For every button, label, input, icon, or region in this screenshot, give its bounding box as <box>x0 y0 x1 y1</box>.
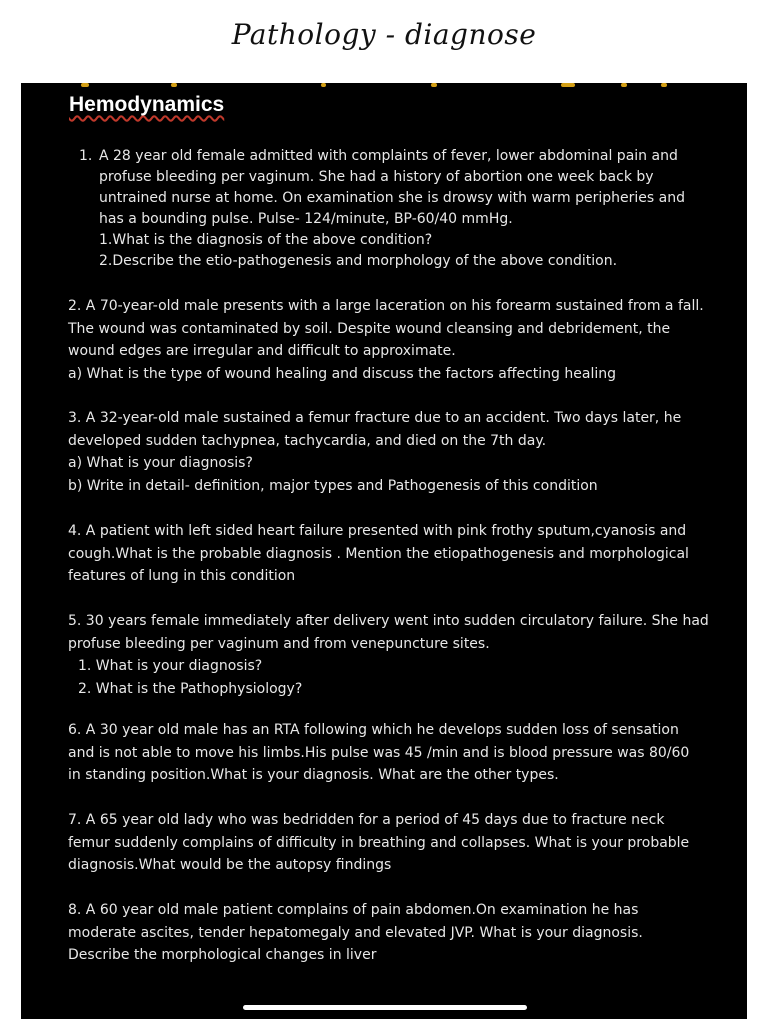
question-4 <box>68 520 708 588</box>
question-line: untrained nurse at home. On examination she is drowsy with warm peripheries and <box>99 190 685 206</box>
sub-question: 1. What is your diagnosis? <box>78 658 263 674</box>
sub-question: 1.What is the diagnosis of the above condition? <box>99 232 433 248</box>
question-line: diagnosis.What would be the autopsy findings <box>68 857 392 873</box>
question-7 <box>68 809 708 877</box>
question-line: 2. A 70-year-old male presents with a large laceration on his forearm sustained from a fall. <box>68 298 704 314</box>
question-line: profuse bleeding per vaginum. She had a history of abortion one week back by <box>99 169 654 185</box>
question-line: Describe the morphological changes in liver <box>68 947 377 963</box>
cropped-mark <box>81 83 89 87</box>
question-line: The wound was contaminated by soil. Despite wound cleansing and debridement, the <box>68 320 671 337</box>
document-panel <box>21 83 747 1019</box>
home-indicator-bar[interactable] <box>243 1005 527 1010</box>
question-2 <box>68 295 708 385</box>
question-line: A 28 year old female admitted with complaints of fever, lower abdominal pain and <box>99 148 678 164</box>
cropped-mark <box>431 83 437 87</box>
question-line: wound edges are irregular and difficult to approximate. <box>68 343 456 359</box>
sub-question: 2.Describe the etio-pathogenesis and morphology of the above condition. <box>99 253 618 269</box>
question-line: 4. A patient with left sided heart failure presented with pink frothy sputum,cyanosis and <box>68 523 687 539</box>
sub-question: b) Write in detail- definition, major types and Pathogenesis of this condition <box>68 477 598 494</box>
question-line: in standing position.What is your diagnosis. What are the other types. <box>68 767 559 783</box>
sub-question: 2. What is the Pathophysiology? <box>78 680 303 697</box>
cropped-mark <box>171 83 177 87</box>
handwritten-title: Pathology - diagnose <box>231 18 537 51</box>
question-5 <box>68 610 708 700</box>
question-line: 5. 30 years female immediately after delivery went into sudden circulatory failure. She had <box>68 613 709 629</box>
question-line: moderate ascites, tender hepatomegaly and elevated JVP. What is your diagnosis. <box>68 924 643 941</box>
sub-question: a) What is your diagnosis? <box>68 455 253 471</box>
question-6 <box>68 719 708 787</box>
question-line: has a bounding pulse. Pulse- 124/minute, BP-60/40 mmHg. <box>99 211 513 227</box>
cropped-mark <box>661 83 667 87</box>
question-line: 8. A 60 year old male patient complains of pain abdomen.On examination he has <box>68 902 639 918</box>
question-line: 3. A 32-year-old male sustained a femur fracture due to an accident. Two days later, he <box>68 410 682 426</box>
question-line: 7. A 65 year old lady who was bedridden for a period of 45 days due to fracture neck <box>68 812 665 828</box>
question-line: developed sudden tachypnea, tachycardia, and died on the 7th day. <box>68 432 547 449</box>
cropped-mark <box>621 83 627 87</box>
question-line: and is not able to move his limbs.His pulse was 45 /min and is blood pressure was 80/60 <box>68 744 690 761</box>
question-8 <box>68 899 708 967</box>
question-number: 1. <box>79 148 93 164</box>
question-line: cough.What is the probable diagnosis . Mention the etiopathogenesis and morphological <box>68 545 689 562</box>
question-line: femur suddenly complains of difficulty in breathing and collapses. What is your probable <box>68 834 690 851</box>
question-line: features of lung in this condition <box>68 568 296 584</box>
cropped-mark <box>321 83 326 87</box>
question-1 <box>79 146 719 272</box>
sub-question: a) What is the type of wound healing and discuss the factors affecting healing <box>68 365 616 382</box>
question-3 <box>68 407 708 497</box>
cropped-mark <box>561 83 575 87</box>
question-line: 6. A 30 year old male has an RTA following which he develops sudden loss of sensation <box>68 722 679 738</box>
question-line: profuse bleeding per vaginum and from venepuncture sites. <box>68 635 490 652</box>
section-heading: Hemodynamics <box>69 93 225 116</box>
